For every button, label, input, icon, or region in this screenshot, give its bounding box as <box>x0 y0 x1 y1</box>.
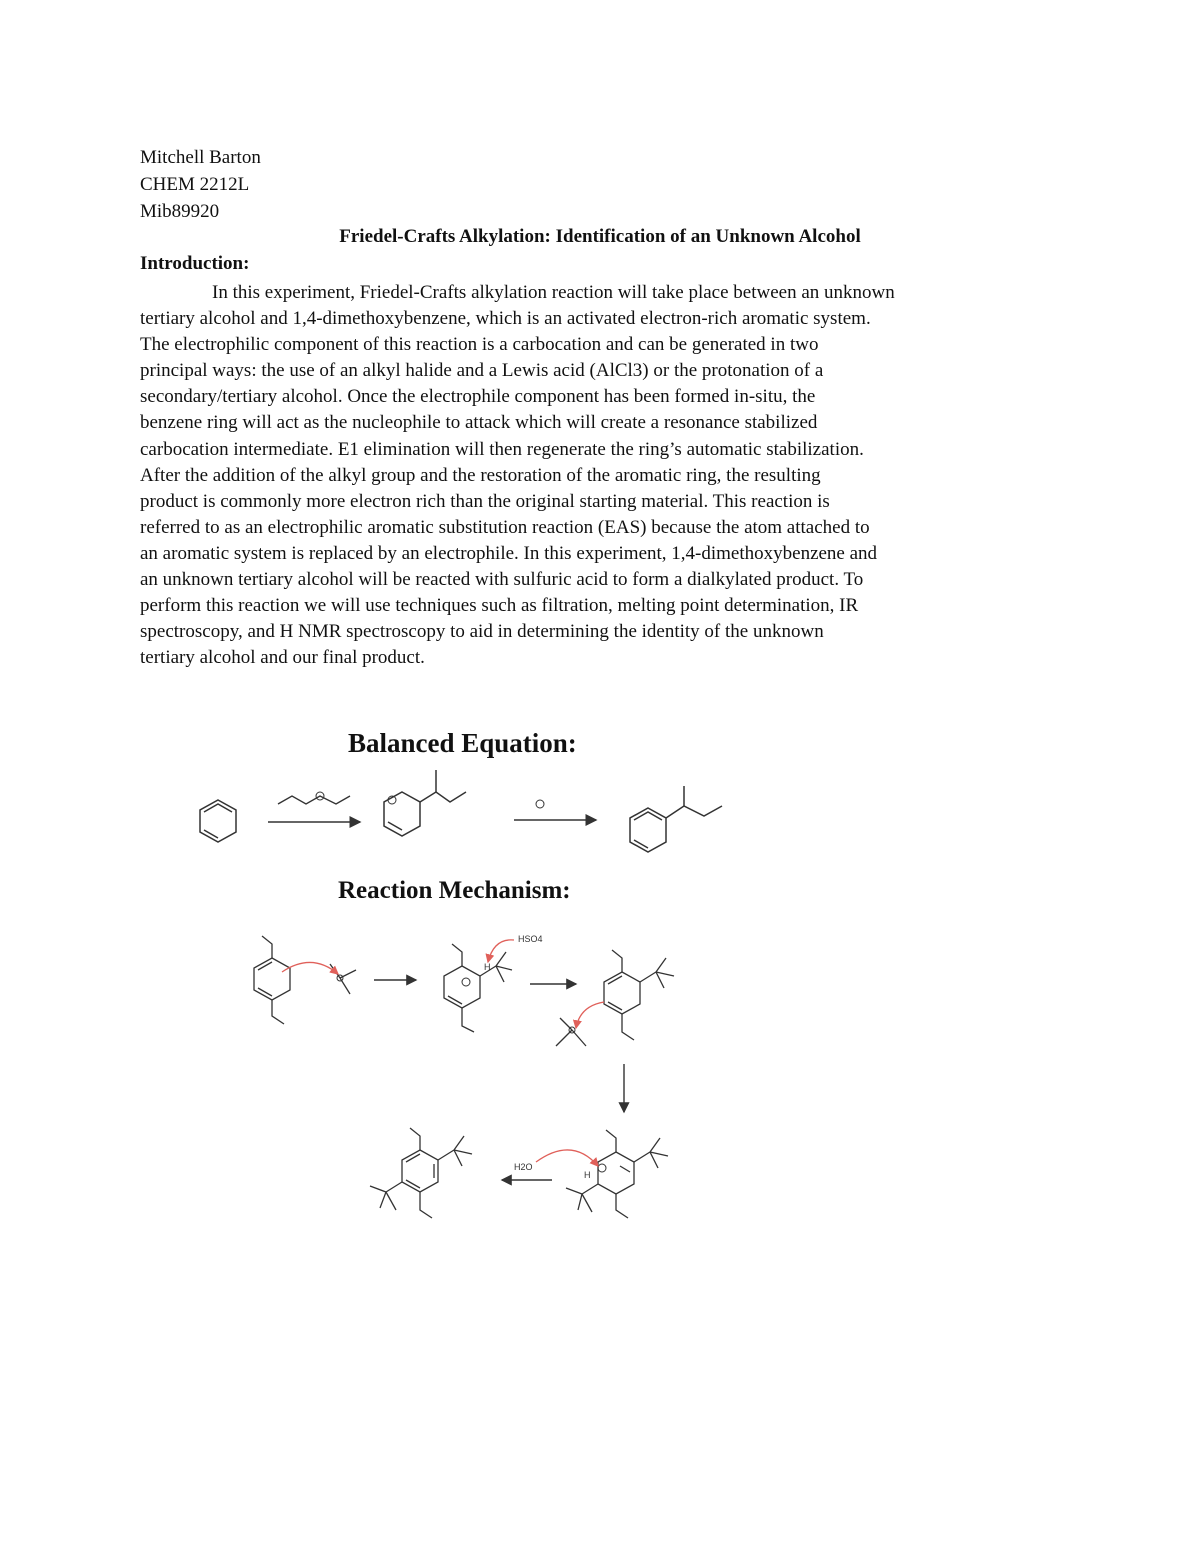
sec-butylbenzene-structure <box>630 786 722 852</box>
di-tert-butyl-dimethoxybenzene-structure <box>370 1128 472 1218</box>
course-code: CHEM 2212L <box>140 174 250 195</box>
curved-arrow-water <box>536 1150 598 1166</box>
paragraph-line: product is commonly more electron rich than the original starting material. This reaction is <box>140 490 830 512</box>
paragraph-line: After the addition of the alkyl group and the restoration of the aromatic ring, the resulting <box>140 464 821 486</box>
paragraph-line: spectroscopy, and H NMR spectroscopy to aid in determining the identity of the unknown <box>140 621 824 643</box>
arenium-ion-structure <box>444 944 512 1032</box>
student-id: Mib89920 <box>140 201 220 222</box>
paragraph-line: secondary/tertiary alcohol. Once the electrophile component has been formed in-situ, the <box>140 386 816 408</box>
document-title: Friedel-Crafts Alkylation: Identification of an Unknown Alcohol <box>339 226 861 247</box>
tert-butyl-cation <box>330 964 356 994</box>
balanced-equation-title: Balanced Equation: <box>348 728 577 758</box>
hydrogen-label-2: H <box>584 1170 591 1180</box>
introduction-heading: Introduction: <box>140 253 250 274</box>
benzene-structure <box>200 800 236 842</box>
paragraph-line: carbocation intermediate. E1 elimination will then regenerate the ring’s automatic stabilization. <box>140 438 864 460</box>
sigma-complex-structure <box>384 770 466 836</box>
paragraph-line: principal ways: the use of an alkyl halide and a Lewis acid (AlCl3) or the protonation of a <box>140 360 824 382</box>
carbocation-reagent <box>278 792 350 804</box>
second-tert-butyl-cation <box>556 1018 586 1046</box>
paragraph-line: an unknown tertiary alcohol will be reacted with sulfuric acid to form a dialkylated product. To <box>140 569 864 591</box>
author-name: Mitchell Barton <box>140 147 261 168</box>
paragraph-line: an aromatic system is replaced by an electrophile. In this experiment, 1,4-dimethoxybenzene and <box>140 542 878 564</box>
bisulfate-label: HSO4 <box>518 934 543 944</box>
dialkylated-intermediate-structure <box>566 1130 668 1218</box>
paragraph-line: The electrophilic component of this reaction is a carbocation and can be generated in two <box>140 334 819 356</box>
dimethoxybenzene-structure <box>254 936 290 1024</box>
paragraph-line: In this experiment, Friedel-Crafts alkylation reaction will take place between an unknown <box>212 282 895 303</box>
water-label: H2O <box>514 1162 533 1172</box>
reaction-mechanism-title: Reaction Mechanism: <box>338 877 571 904</box>
paragraph-line: benzene ring will act as the nucleophile to attack which will create a resonance stabilized <box>140 412 818 434</box>
hydrogen-label: H <box>484 962 491 972</box>
paragraph-line: tertiary alcohol and our final product. <box>140 647 425 669</box>
paragraph-line: perform this reaction we will use techniques such as filtration, melting point determination, IR <box>140 595 859 617</box>
curved-arrow-second-attack <box>576 1002 604 1028</box>
monoalkylated-product-structure <box>604 950 674 1040</box>
paragraph-line: referred to as an electrophilic aromatic substitution reaction (EAS) because the atom attached to <box>140 516 870 538</box>
paragraph-line: tertiary alcohol and 1,4-dimethoxybenzene, which is an activated electron-rich aromatic system. <box>140 308 871 330</box>
